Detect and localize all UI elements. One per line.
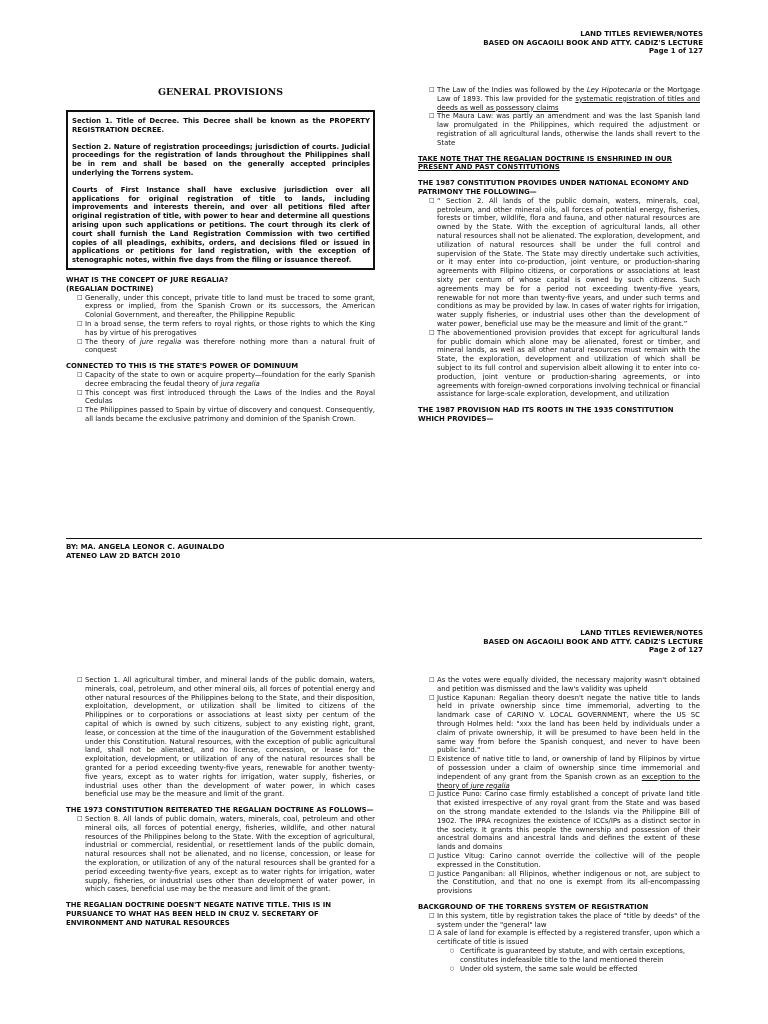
list-item: □ Justice Panganiban: all Filipinos, whether indigenous or not, are subject to the Constitution, and that no one is exempt from its all-encompassing provisions [429,870,700,896]
bullet-list [418,86,700,148]
header-title: LAND TITLES REVIEWER/NOTES [580,30,703,38]
list-item: □ Justice Kapunan: Regalian theory doesn't negate the native title to lands held in private ownership since time immemorial, adverting to the landmark case of CARINO V. LOCAL GOVERNMENT, where the US SC through Holmes held: "xxx the land has been held by individuals under a claim of private ownership, it will be presumed to have been held in the same way from before the Spanish conquest, and never to have been public land." [429,694,700,756]
sub-list-item: ○ Under old system, the same sale would be effected [450,965,700,974]
list-item: □ Justice Puno: Carino case firmly established a concept of private land title that existed irrespective of any royal grant from the State and was based on the strong mandate extended to the Islands via the Philippine Bill of 1902. The IPRA recognizes the existence of ICCs/IPs as a distinct sector in the society. It grants this people the ownership and possession of their ancestral domains and ancestral lands and defines the extent of these lands and domains [429,790,700,852]
list-item [77,338,375,356]
bullet-list [418,197,700,399]
section-heading: THE 1987 PROVISION HAD ITS ROOTS IN THE 1935 CONSTITUTION WHICH PROVIDES— [418,406,674,423]
sub-list [418,947,700,973]
list-item: □ Generally, under this concept, private title to land must be traced to some grant, express or implied, from the Spanish Crown or its successors, the American Colonial Government, and thereafter, the Philippine Republic [77,294,375,320]
bullet-list [66,676,375,799]
list-item: □ In a broad sense, the term refers to royal rights, or those rights to which the King has by virtue of his prerogatives [77,320,375,338]
list-item: □ Section 8. All lands of public domain, waters, minerals, coal, petroleum and other mineral oils, all forces of potential energy, fisheries, wildlife, and other natural resources of the Philippines belong to the State. With the exception of agricultural, industrial or commercial, residential, or resettlement lands of the public domain, natural resources shall not be alienated, and no license, concession, or lease for the exploration, or utilization of any of the natural resources shall be granted for a period exceeding twenty-five years, except as to water rights for irrigation, water supply, fisheries, or industrial uses other than development of water power, in which cases, beneficial use may be the measure and limit of the grant. [77,815,375,894]
statute-paragraph: Courts of First Instance shall have exclusive jurisdiction over all applications for original registration of title to lands, including improvements and interests therein, and over all petitions filed after original registration of title, with power to hear and determine all questions arising upon such applications or petitions. The court through its clerk of court shall furnish the Land Registration Commission with two certified copies of all pleadings, exhibits, orders, and decisions filed or issued in applications or petitions for land registration, with the exception of stenographic notes, within five days from the filing or issuance thereof. [72,185,370,265]
author-line: BY: MA. ANGELA LEONOR C. AGUINALDO [66,543,225,551]
bullet-list [418,912,700,947]
list-item: □ The Maura Law: was partly an amendment and was the last Spanish land law promulgated in the Philippines, which required the adjustment or registration of all agricultural lands, otherwise the lands shall revert to the State [429,112,700,147]
section-heading: THE 1973 CONSTITUTION REITERATED THE REGALIAN DOCTRINE AS FOLLOWS— [66,806,374,815]
statute-box [66,110,375,270]
list-item: □ “ Section 2. All lands of the public domain, waters, minerals, coal, petroleum, and other mineral oils, all forces of potential energy, fisheries, forests or timber, wildlife, flora and fauna, and other natural resources are owned by the State. With the exception of agricultural lands, all other natural resources shall not be alienated. The exploration, development, and utilization of natural resources shall be under the full control and supervision of the State. The State may directly undertake such activities, or it may enter into co-production, joint venture, or production-sharing agreements with Filipino citizens, or corporations or associations at least sixty per centum of whose capital is owned by such citizens. Such agreements may be for a period not exceeding twenty-five years, renewable for not more than twenty-five years, and under such terms and conditions as may be provided by law. In cases of water rights for irrigation, water supply fisheries, or industrial uses other than the development of water power, beneficial use may be the measure and limit of the grant.” [429,197,700,329]
question-heading [66,276,375,294]
italic-term: jura regalia [220,379,260,388]
question-heading-line: WHAT IS THE CONCEPT OF JURE REGALIA? [66,275,229,284]
left-column [66,676,375,1024]
page-header [483,30,703,56]
italic-term: jure regalia [470,781,510,790]
list-item [77,371,375,389]
page-number: Page 2 of 127 [648,646,703,655]
list-item [429,755,700,790]
note-heading: TAKE NOTE THAT THE REGALIAN DOCTRINE IS ENSHRINED IN OUR PRESENT AND PAST CONSTITUTIONS [418,154,672,172]
italic-term: jure regalia [139,337,182,346]
text-run: exception to the theory of [437,772,700,790]
list-item: □ Section 1. All agricultural timber, and mineral lands of the public domain, waters, minerals, coal, petroleum, and other mineral oils, all forces of potential energy and other natural resources of the Philippines belong to the State, and their disposition, exploitation, development, or utilization shall be limited to citizens of the Philippines or to corporations or associations at least sixty per centum of the capital of which is owned by such citizens, subject to any existing right, grant, lease, or concession at the time of the inauguration of the Government established under this Constitution. Natural resources, with the exception of public agricultural land, shall not be alienated, and no license, concession, or lease for the exploitation, development, or utilization of any of the natural resources shall be granted for a period exceeding twenty-five years, renewable for another twenty-five years, except as to water rights for irrigation, water supply, fisheries, or industrial uses other than the development of water power, in which cases beneficial use may be the measure and limit of the grant. [77,676,375,799]
list-item: □ As the votes were equally divided, the necessary majority wasn't obtained and petition was dismissed and the law's validity was upheld [429,676,700,694]
underlined-text: systematic registration of titles and deeds as well as possessory claims [437,94,700,112]
statute-paragraph: Section 1. Title of Decree. This Decree shall be known as the PROPERTY REGISTRATION DECREE. [72,117,370,134]
text-run: Capacity of the state to own or acquire property—foundation for the early Spanish decree embracing the feudal theory of [85,370,375,388]
page-gap [0,572,768,612]
header-subtitle: BASED ON AGCAOILI BOOK AND ATTY. CADIZ'S LECTURE [483,38,703,47]
list-item: □ Justice Vitug: Carino cannot override the collective will of the people expressed in the Constitution. [429,852,700,870]
batch-line: ATENEO LAW 2D BATCH 2010 [66,551,181,560]
list-item: □ The abovementioned provision provides that except for agricultural lands for public domain which alone may be alienated, forest or timber, and mineral lands, as well as all other natural resources must remain with the State, the exploration, development and utilization of which shall be subject to its full control and supervision albeit allowing it to enter into co-production, joint venture or production-sharing agreements, or into agreements with foreign-owned corporations involving technical or financial assistance for large-scale exploration, development, and utilization [429,329,700,399]
section-heading: THE 1987 CONSTITUTION PROVIDES UNDER NATIONAL ECONOMY AND PATRIMONY THE FOLLOWING— [418,179,689,196]
list-item: □ This concept was first introduced through the Laws of the Indies and the Royal Cedulas [77,389,375,407]
bullet-list [66,815,375,894]
bullet-list [66,294,375,356]
text-run: Existence of native title to land, or ownership of land by Filipinos by virtue of possession under a claim of ownership since time immemorial and independent of any grant from the Spanish crown as an [437,755,700,781]
right-column [418,86,700,496]
section-heading: BACKGROUND OF THE TORRENS SYSTEM OF REGISTRATION [418,902,649,911]
text-run: was therefore nothing more than a natural fruit of conquest [85,337,375,355]
section-heading: CONNECTED TO THIS IS THE STATE'S POWER OF DOMINUUM [66,362,299,371]
list-item [429,86,700,112]
list-item: □ A sale of land for example is effected by a registered transfer, upon which a certificate of title is issued [429,929,700,947]
sub-list-item: ○ Certificate is guaranteed by statute, and with certain exceptions, constitutes indefeasible title to the land mentioned therein [450,947,700,965]
text-run: The theory of [85,337,140,346]
page-header [483,629,703,655]
bullet-list [418,676,700,896]
section-heading: THE REGALIAN DOCTRINE DOESN'T NEGATE NATIVE TITLE. THIS IS IN PURSUANCE TO WHAT HAS BEEN HELD IN CRUZ V. SECRETARY OF ENVIRONMENT AND NATURAL RESOURCES [66,901,332,927]
page-number: Page 1 of 127 [648,47,703,56]
page-footer [66,538,702,560]
list-item: □ In this system, title by registration takes the place of "title by deeds" of the system under the "general" law [429,912,700,930]
bullet-list [66,371,375,424]
page-2 [0,612,768,1024]
section-title: GENERAL PROVISIONS [158,87,283,98]
left-column [66,86,375,490]
text-run: or the Mortgage Law of 1893. This law provided for the [437,86,700,103]
italic-term: Ley Hipotecaria [586,86,642,94]
right-column [418,676,700,1024]
list-item: □ The Philippines passed to Spain by virtue of discovery and conquest. Consequently, all lands became the exclusive patrimony and dominion of the Spanish Crown. [77,406,375,424]
statute-paragraph: Section 2. Nature of registration proceedings; jurisdiction of courts. Judicial proceedings for the registration of lands throughout the Philippines shall be in rem and shall be based on the generally accepted principles underlying the Torrens system. [72,142,370,177]
text-run: The Law of the Indies was followed by the [437,86,587,94]
header-title: LAND TITLES REVIEWER/NOTES [580,629,703,637]
header-subtitle: BASED ON AGCAOILI BOOK AND ATTY. CADIZ'S LECTURE [483,637,703,646]
question-heading-line: (REGALIAN DOCTRINE) [66,284,154,293]
